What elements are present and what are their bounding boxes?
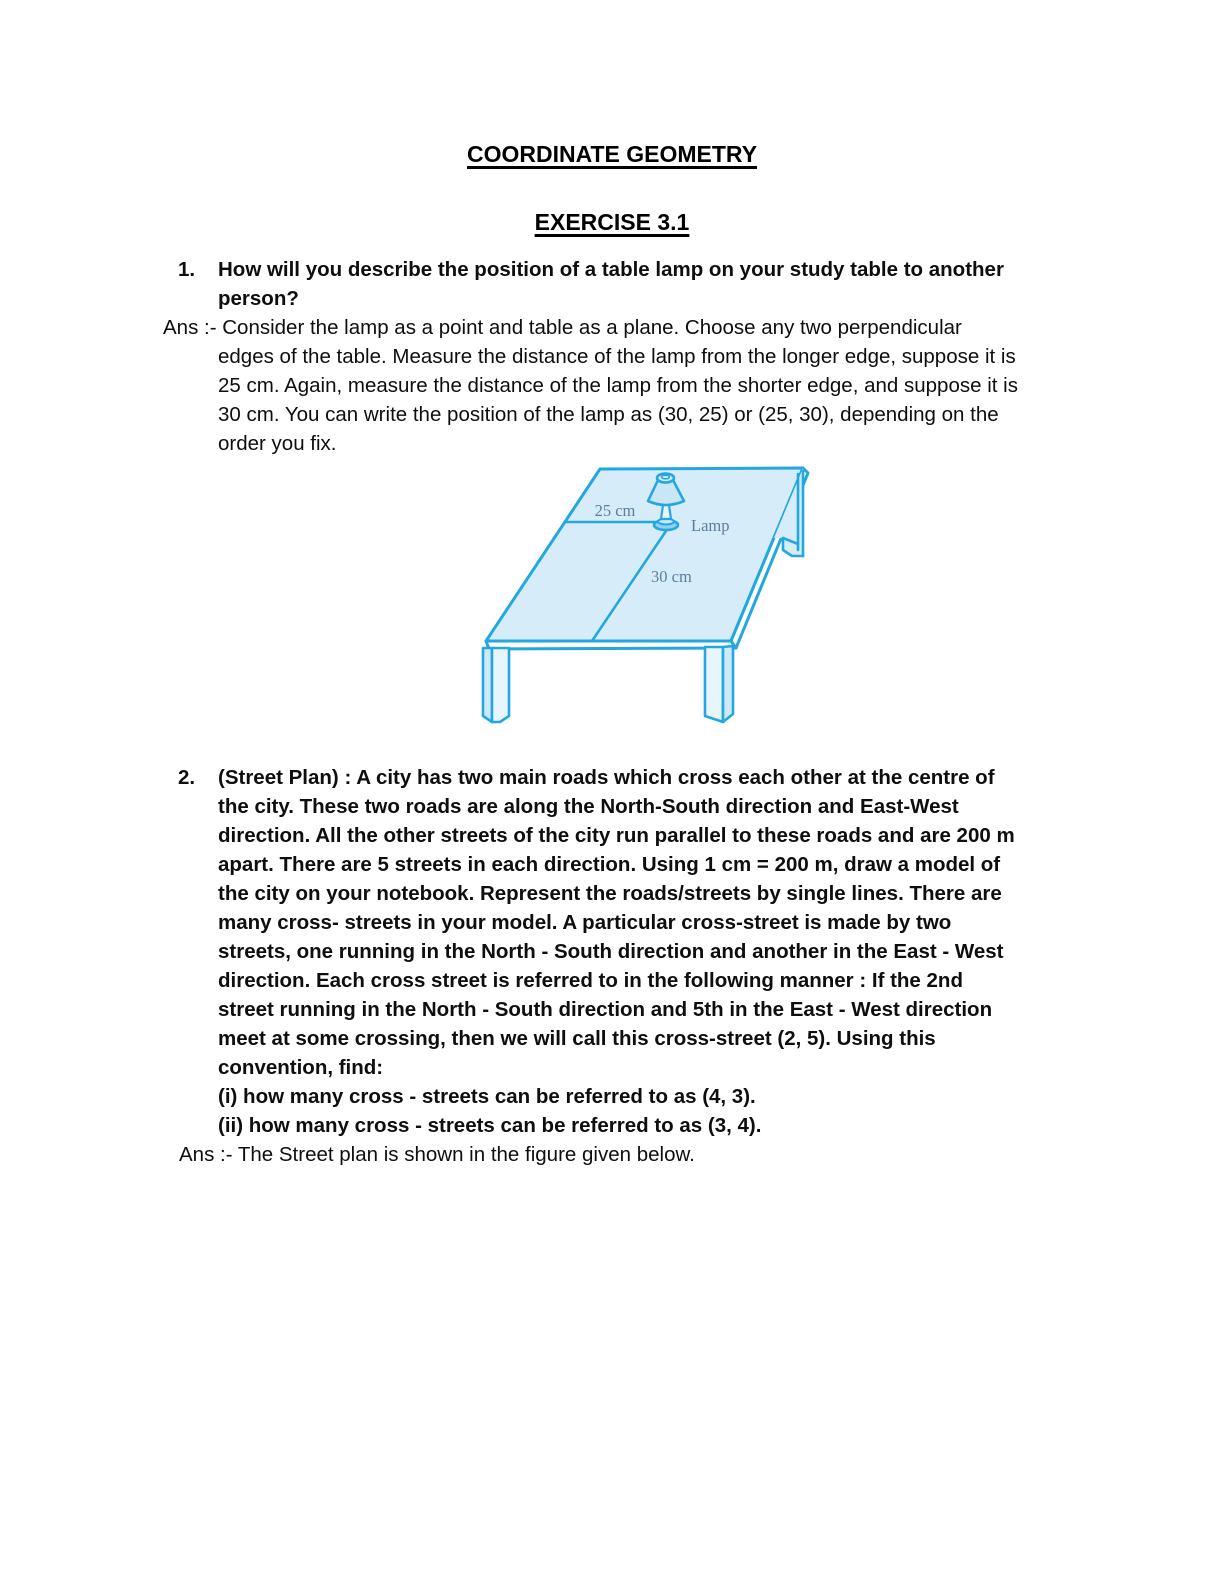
question-2-subitem-i: (i) how many cross - streets can be referred to as (4, 3). bbox=[218, 1085, 756, 1108]
tabletop-front-edge bbox=[486, 641, 736, 649]
table-lamp-figure bbox=[455, 455, 835, 730]
answer-2 bbox=[179, 1140, 1184, 1169]
question-2-line: the city on your notebook. Represent the roads/streets by single lines. There are bbox=[218, 882, 1002, 905]
answer-1-line: Ans :- Consider the lamp as a point and table as a plane. Choose any two perpendicular bbox=[163, 316, 962, 339]
question-2-line: direction. All the other streets of the city run parallel to these roads and are 200 m bbox=[218, 824, 1015, 847]
question-1-number: 1. bbox=[178, 258, 196, 281]
tabletop-surface bbox=[486, 468, 803, 641]
answer-2-line: Ans :- The Street plan is shown in the figure given below. bbox=[179, 1143, 695, 1166]
table-leg-front-right bbox=[705, 646, 733, 722]
question-2-line: convention, find: bbox=[218, 1056, 384, 1079]
question-2-line: streets, one running in the North - South direction and another in the East - West bbox=[218, 940, 1004, 963]
answer-1-line: 30 cm. You can write the position of the lamp as (30, 25) or (25, 30), depending on the bbox=[218, 403, 999, 426]
question-2-line: (Street Plan) : A city has two main roads which cross each other at the centre of bbox=[218, 766, 995, 789]
question-2-line: direction. Each cross street is referred to in the following manner : If the 2nd bbox=[218, 969, 963, 992]
exercise-heading bbox=[0, 208, 1224, 237]
question-1 bbox=[163, 255, 1184, 313]
question-2-line: apart. There are 5 streets in each direction. Using 1 cm = 200 m, draw a model of bbox=[218, 853, 1001, 876]
exercise-heading-text: EXERCISE 3.1 bbox=[534, 209, 690, 235]
question-2-line: meet at some crossing, then we will call this cross-street (2, 5). Using this bbox=[218, 1027, 936, 1050]
answer-1-line: edges of the table. Measure the distance of the lamp from the longer edge, suppose it is bbox=[218, 345, 1016, 368]
question-1-line: How will you describe the position of a table lamp on your study table to another bbox=[218, 258, 1004, 281]
answer-1-line: order you fix. bbox=[218, 432, 337, 455]
question-2-line: street running in the North - South direction and 5th in the East - West direction bbox=[218, 998, 993, 1021]
question-2-subitem-ii: (ii) how many cross - streets can be referred to as (3, 4). bbox=[218, 1114, 762, 1137]
page-title-text: COORDINATE GEOMETRY bbox=[466, 141, 758, 167]
table-lamp-illustration bbox=[455, 455, 835, 730]
question-2-line: the city. These two roads are along the North-South direction and East-West bbox=[218, 795, 959, 818]
table-leg-front-left bbox=[483, 648, 509, 722]
question-1-line: person? bbox=[218, 287, 299, 310]
question-2 bbox=[163, 763, 1184, 1140]
width-dimension-label: 25 cm bbox=[594, 501, 636, 520]
depth-dimension-label: 30 cm bbox=[651, 567, 692, 586]
answer-1 bbox=[163, 313, 1184, 458]
question-2-number: 2. bbox=[178, 766, 196, 789]
lamp-label: Lamp bbox=[691, 516, 730, 535]
answer-1-line: 25 cm. Again, measure the distance of the lamp from the shorter edge, and suppose it is bbox=[218, 374, 1018, 397]
question-2-line: many cross- streets in your model. A particular cross-street is made by two bbox=[218, 911, 952, 934]
page-title bbox=[0, 140, 1224, 169]
